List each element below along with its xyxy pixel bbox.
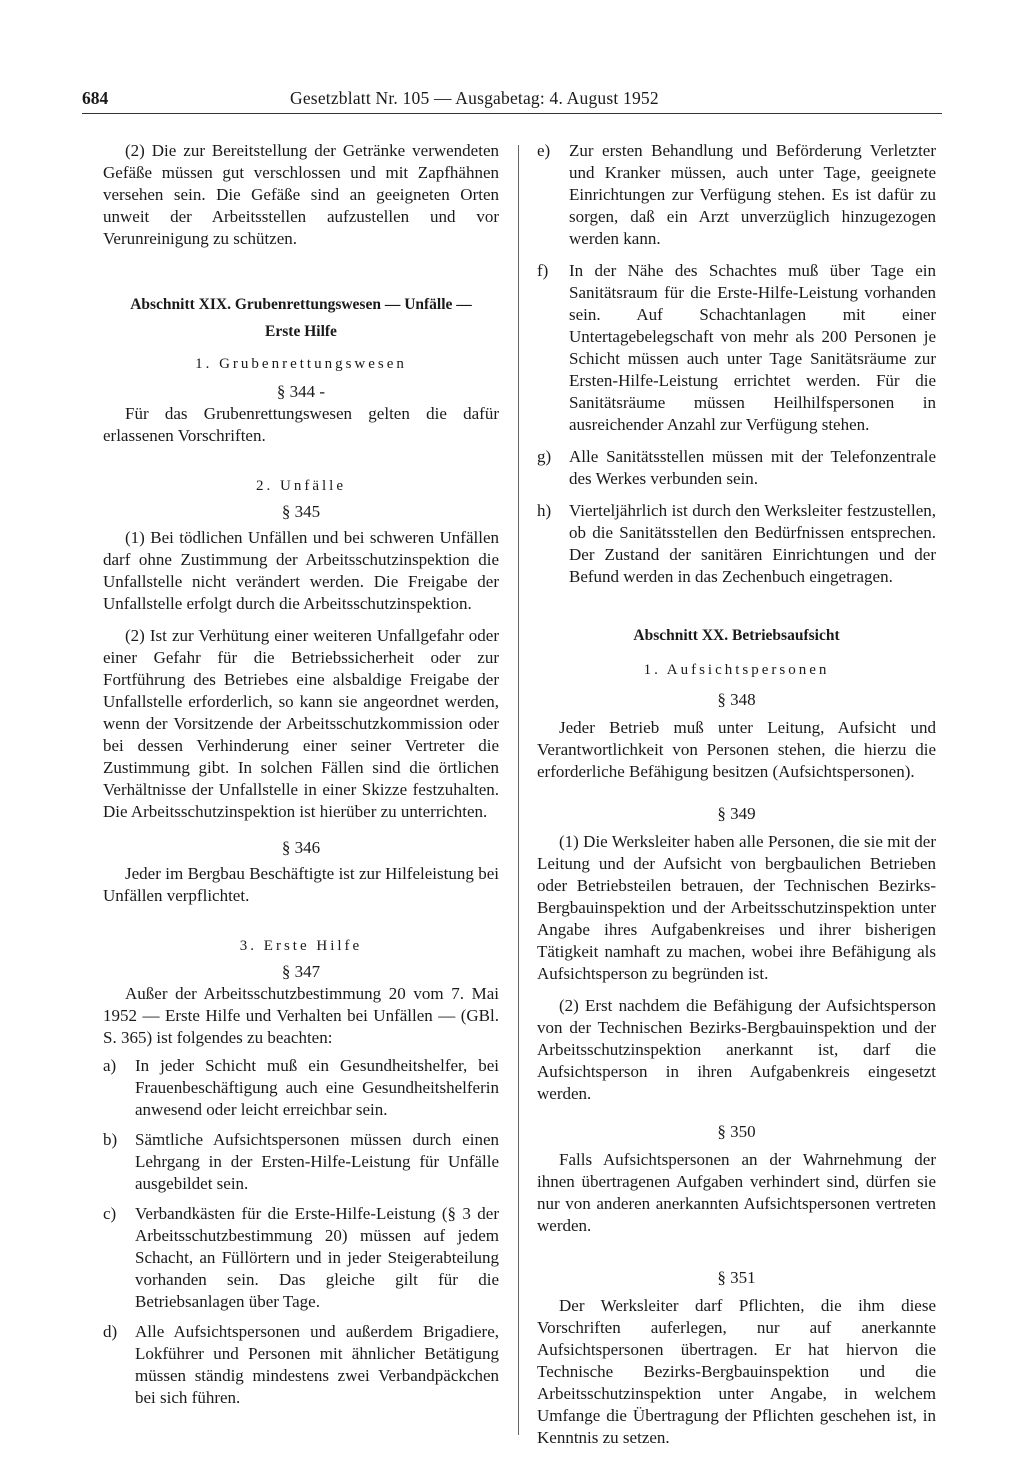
list-item-text: Alle Aufsichtspersonen und außerdem Brigadiere, Lokführer und Personen mit ähnlicher Betätigung müssen ständig mindestens zwei Verbandpäckchen bei sich führen. [135, 1322, 499, 1407]
list-item [537, 140, 936, 250]
paragraph-344-text: Für das Grubenrettungswesen gelten die dafür erlassenen Vorschriften. [103, 404, 499, 445]
paragraph-number-347: § 347 [281, 962, 321, 981]
section-xix-title-line2: Erste Hilfe [265, 323, 337, 340]
paragraph-number-348: § 348 [717, 690, 756, 709]
paragraph-345-1: (1) Bei tödlichen Unfällen und bei schweren Unfällen darf ohne Zustimmung der Arbeitsschutzinspektion die Unfallstelle nicht verändert werden. Die Freigabe der Unfallstelle erfolgt durch die Arbeitsschutzinspektion. [103, 528, 499, 613]
paragraph-345-2: (2) Ist zur Verhütung einer weiteren Unfallgefahr oder einer Gefahr für die Betriebssicherheit oder zur Fortführung des Betriebes eine alsbaldige Freigabe der Unfallstelle erforderlich, so kann sie angeordnet werden, wenn der Vorsitzende der Arbeitsschutzkommission oder bei dessen Verhinderung einer seiner Vertreter die Zustimmung gibt. In solchen Fällen sind die örtlichen Verhältnisse der Unfallstelle in einer Skizze festzuhalten. Die Arbeitsschutzinspektion ist hierüber zu unterrichten. [103, 626, 499, 821]
paragraph-347-intro: Außer der Arbeitsschutzbestimmung 20 vom 7. Mai 1952 — Erste Hilfe und Verhalten bei Unfällen — (GBl. S. 365) ist folgendes zu beachten: [103, 984, 499, 1047]
section-xx-title: Abschnitt XX. Betriebsaufsicht [633, 627, 840, 644]
list-item-text: Sämtliche Aufsichtspersonen müssen durch einen Lehrgang in der Ersten-Hilfe-Leistung für Unfälle ausgebildet sein. [135, 1130, 499, 1193]
subheading-erste-hilfe: 3. Erste Hilfe [239, 938, 363, 954]
section-xix-title-line1: Abschnitt XIX. Grubenrettungswesen — Unfälle — [130, 296, 472, 313]
paragraph-number-350: § 350 [717, 1122, 756, 1141]
paragraph-349-2: (2) Erst nachdem die Befähigung der Aufsichtsperson von der Technischen Bezirks-Bergbauinspektion und der Arbeitsschutzinspektion anerkannt ist, darf die Aufsichtsperson in ihren Aufgabenkreis eingesetzt werden. [537, 996, 936, 1103]
column-divider [518, 145, 519, 1435]
subheading-grubenrettungswesen: 1. Grubenrettungswesen [195, 356, 407, 372]
paragraph-351-text: Der Werksleiter darf Pflichten, die ihm diese Vorschriften auferlegen, nur auf anerkannte Aufsichtspersonen übertragen. Er hat hiervon die Technische Bezirks-Bergbauinspektion und die Arbeitsschutzinspektion unter Angabe, in welchem Umfange die Übertragung der Pflichten geschehen ist, in Kenntnis zu setzen. [537, 1296, 936, 1447]
list-item [537, 500, 936, 588]
list-item-label: g) [537, 447, 552, 466]
list-item-text: Verbandkästen für die Erste-Hilfe-Leistung (§ 3 der Arbeitsschutzbestimmung 20) müssen auf jedem Schacht, an Füllörtern und in jeder Steigerabteilung vorhanden sein. Das gleiche gilt für die Betriebsanlagen über Tage. [135, 1204, 499, 1311]
right-column [537, 140, 936, 1449]
list-item-label: a) [103, 1056, 117, 1075]
list-item [103, 1203, 499, 1313]
list-item [537, 446, 936, 490]
list-item-label: c) [103, 1204, 117, 1223]
list-item-label: h) [537, 501, 552, 520]
list-item [103, 1055, 499, 1121]
list-item [537, 260, 936, 436]
list-item [103, 1321, 499, 1409]
paragraph-number-351: § 351 [717, 1268, 756, 1287]
paragraph-348-text: Jeder Betrieb muß unter Leitung, Aufsicht und Verantwortlichkeit von Personen stehen, die hierzu die erforderliche Befähigung besitzen (Aufsichtspersonen). [537, 718, 936, 781]
subheading-unfaelle: 2. Unfälle [256, 478, 346, 494]
paragraph-number-349: § 349 [717, 804, 756, 823]
list-item-text: In jeder Schicht muß ein Gesundheitshelfer, bei Frauenbeschäftigung auch eine Gesundheitshelferin anwesend oder leicht erreichbar sein. [135, 1056, 499, 1119]
gazette-title: Gesetzblatt Nr. 105 — Ausgabetag: 4. August 1952 [290, 88, 659, 108]
paragraph-346-text: Jeder im Bergbau Beschäftigte ist zur Hilfeleistung bei Unfällen verpflichtet. [103, 864, 499, 905]
list-item-label: d) [103, 1322, 118, 1341]
paragraph-gefaesse: (2) Die zur Bereitstellung der Getränke verwendeten Gefäße müssen gut verschlossen und mit Zapfhähnen versehen sein. Die Gefäße sind an geeigneten Orten unweit der Arbeitsstellen aufzustellen und vor Verunreinigung zu schützen. [103, 141, 499, 248]
list-item-text: Alle Sanitätsstellen müssen mit der Telefonzentrale des Werkes verbunden sein. [569, 447, 936, 488]
paragraph-350-text: Falls Aufsichtspersonen an der Wahrnehmung der ihnen übertragenen Aufgaben verhindert sind, dürfen sie nur von anderen anerkannten Aufsichtspersonen vertreten werden. [537, 1150, 936, 1235]
list-item-label: b) [103, 1130, 118, 1149]
page-number: 684 [82, 88, 109, 108]
page-header [82, 88, 942, 114]
list-item-text: Zur ersten Behandlung und Beförderung Verletzter und Kranker müssen, auch unter Tage, geeignete Einrichtungen zur Verfügung stehen. Es ist dafür zu sorgen, daß ein Arzt unverzüglich hinzugezogen werden kann. [569, 141, 936, 248]
list-item-label: f) [537, 261, 549, 280]
list-item-text: In der Nähe des Schachtes muß über Tage ein Sanitätsraum für die Erste-Hilfe-Leistung vorhanden sein. Auf Schachtanlagen mit einer Untertagebelegschaft von mehr als 200 Personen je Schicht müssen auch unter Tage Sanitätsräume zur Ersten-Hilfe-Leistung errichtet werden. Für die Sanitätsräume müssen Heilhilfspersonen in ausreichender Anzahl zur Verfügung stehen. [569, 261, 936, 434]
paragraph-number-345: § 345 [281, 502, 321, 521]
subheading-aufsichtspersonen: 1. Aufsichtspersonen [643, 662, 830, 678]
list-item-text: Vierteljährlich ist durch den Werksleiter festzustellen, ob die Sanitätsstellen den Bedürfnissen entsprechen. Der Zustand der sanitären Einrichtungen und der Befund werden in das Zechenbuch eingetragen. [569, 501, 936, 586]
left-column [103, 140, 499, 1409]
paragraph-number-344: § 344 - [276, 382, 326, 401]
paragraph-number-346: § 346 [281, 838, 321, 857]
paragraph-349-1: (1) Die Werksleiter haben alle Personen, die sie mit der Leitung und der Aufsicht von bergbaulichen Betrieben oder Betriebsteilen betrauen, der Technischen Bezirks-Bergbauinspektion und der Arbeitsschutzinspektion unter Angabe ihres Aufgabenkreises und ihrer bisherigen Tätigkeit namhaft zu machen, wobei ihre Befähigung als Aufsichtsperson zu begründen ist. [537, 832, 936, 983]
list-item [103, 1129, 499, 1195]
header-rule [82, 113, 942, 114]
list-item-label: e) [537, 141, 551, 160]
